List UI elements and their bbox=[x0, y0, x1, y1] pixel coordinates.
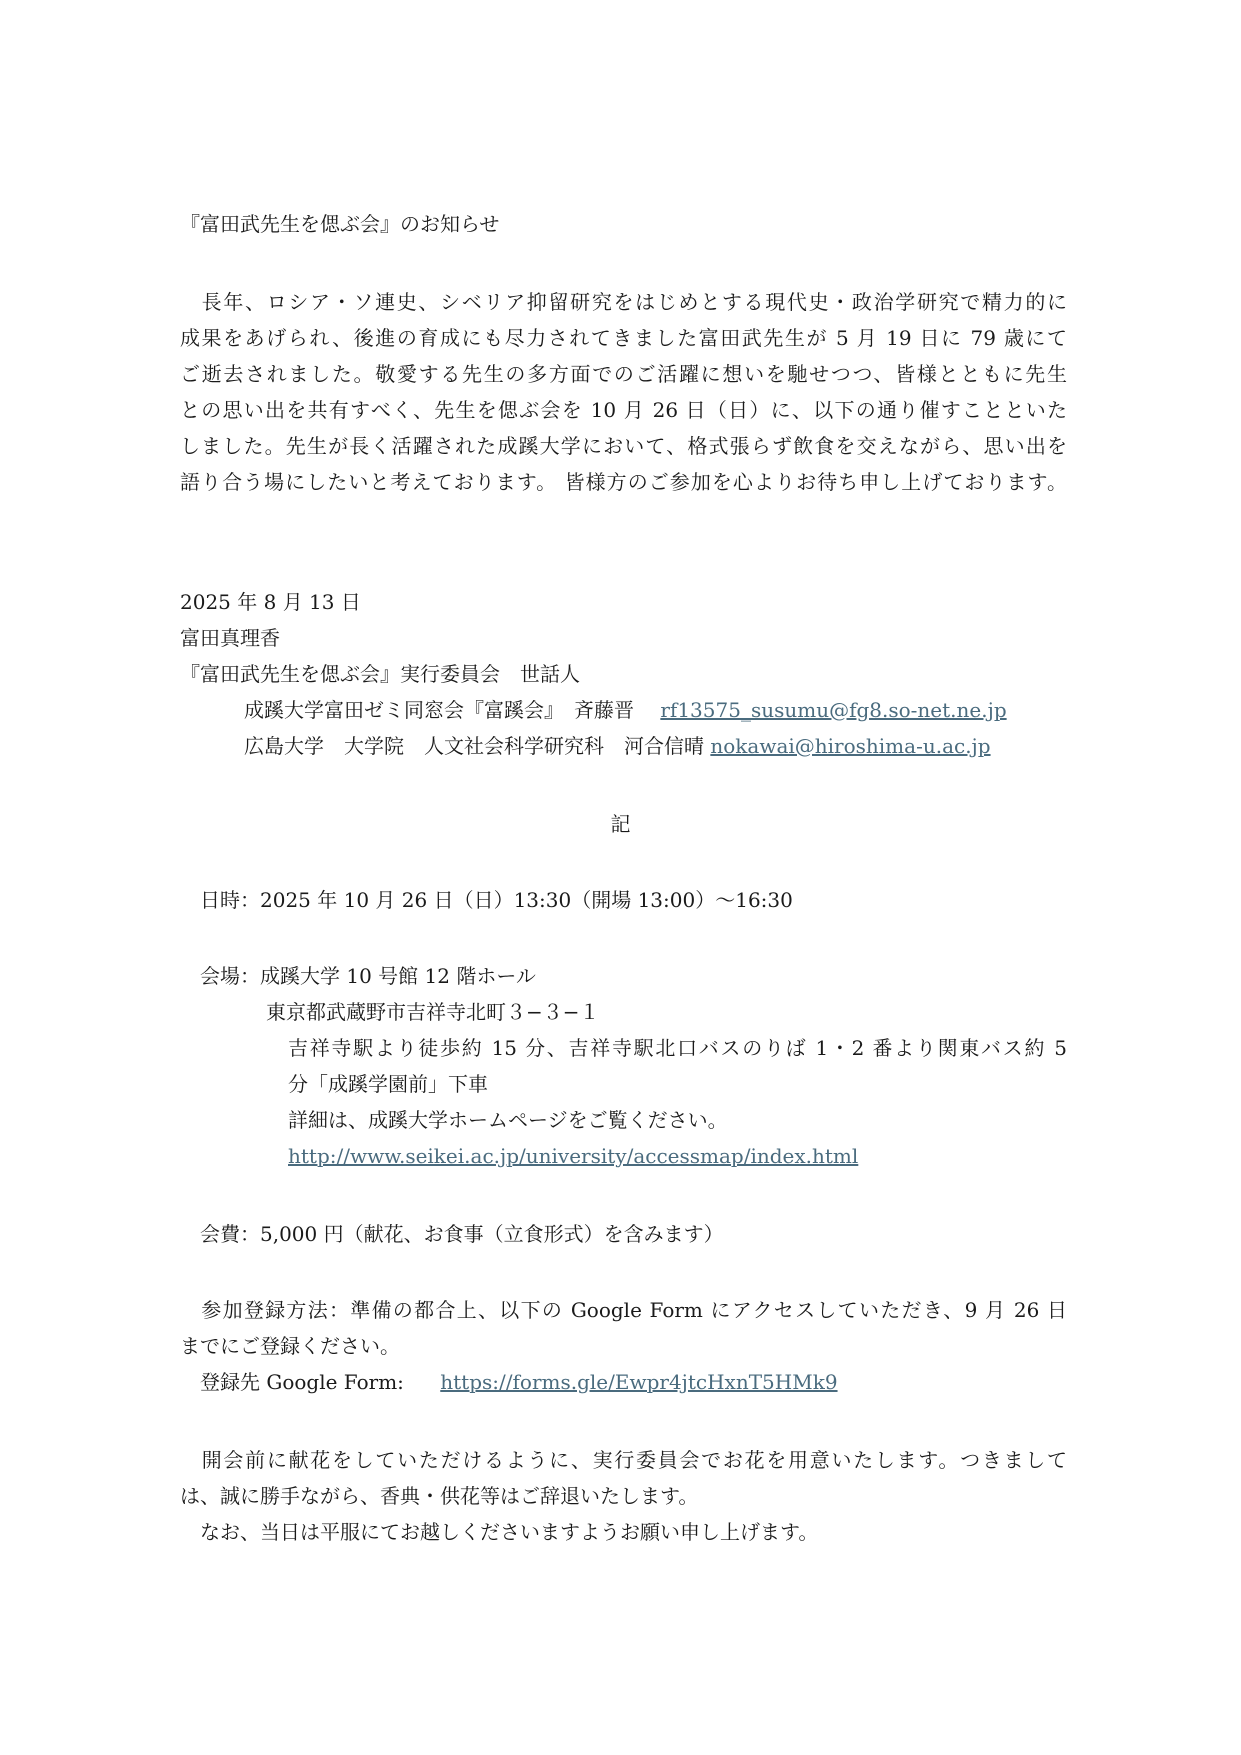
contact-label: 成蹊大学富田ゼミ同窓会『富蹊会』 斉藤晋 bbox=[244, 698, 634, 722]
access-map-link[interactable]: http://www.seikei.ac.jp/university/accessmap/index.html bbox=[288, 1144, 859, 1168]
contact-item bbox=[244, 732, 991, 760]
form-item bbox=[200, 1368, 838, 1396]
venue-access: 吉祥寺駅より徒歩約 15 分、吉祥寺駅北口バスのりば 1・2 番より関東バス約 5 bbox=[288, 1036, 1067, 1060]
closing-text: は、誠に勝手ながら、香典・供花等はご辞退いたします。 bbox=[180, 1484, 699, 1508]
intro-line: 長年、ロシア・ソ連史、シベリア抑留研究をはじめとする現代史・政治学研究で精力的に bbox=[180, 290, 1067, 314]
venue-detail: 詳細は、成蹊大学ホームページをご覧ください。 bbox=[288, 1108, 728, 1132]
event-datetime: 日時：2025 年 10 月 26 日（日）13:30（開場 13:00）〜16:30 bbox=[200, 888, 793, 912]
contact-email-link[interactable]: rf13575_susumu@fg8.so-net.ne.jp bbox=[660, 698, 1007, 722]
committee-title: 『富田武先生を偲ぶ会』実行委員会 世話人 bbox=[180, 662, 580, 686]
form-label: 登録先 Google Form: bbox=[200, 1370, 404, 1394]
intro-line: との思い出を共有すべく、先生を偲ぶ会を 10 月 26 日（日）に、以下の通り催すことといた bbox=[180, 398, 1067, 422]
google-form-link[interactable]: https://forms.gle/Ewpr4jtcHxnT5HMk9 bbox=[440, 1370, 838, 1394]
registration-text: 参加登録方法：準備の都合上、以下の Google Form にアクセスしていただき、9 月 26 日 bbox=[180, 1298, 1067, 1322]
venue-address: 東京都武蔵野市吉祥寺北町３−３−１ bbox=[266, 1000, 600, 1024]
intro-line: しました。先生が長く活躍された成蹊大学において、格式張らず飲食を交えながら、思い出を bbox=[180, 434, 1067, 458]
sender-name: 富田真理香 bbox=[180, 626, 280, 650]
notice-title: 『富田武先生を偲ぶ会』のお知らせ bbox=[180, 212, 500, 236]
venue-name: 会場：成蹊大学 10 号館 12 階ホール bbox=[200, 964, 536, 988]
intro-line: 成果をあげられ、後進の育成にも尽力されてきました富田武先生が 5 月 19 日に 79 歳にて bbox=[180, 326, 1067, 350]
issue-date: 2025 年 8 月 13 日 bbox=[180, 590, 361, 614]
closing-text: なお、当日は平服にてお越しくださいますようお願い申し上げます。 bbox=[180, 1520, 819, 1544]
closing-text: 開会前に献花をしていただけるように、実行委員会でお花を用意いたします。つきまして bbox=[180, 1448, 1067, 1472]
ki-heading: 記 bbox=[610, 812, 631, 836]
intro-line: ご逝去されました。敬愛する先生の多方面でのご活躍に想いを馳せつつ、皆様とともに先生 bbox=[180, 362, 1067, 386]
registration-text: までにご登録ください。 bbox=[180, 1334, 400, 1358]
venue-access: 分「成蹊学園前」下車 bbox=[288, 1072, 488, 1096]
contact-label: 広島大学 大学院 人文社会科学研究科 河合信晴 bbox=[244, 734, 704, 758]
intro-line: 語り合う場にしたいと考えております。 皆様方のご参加を心よりお待ち申し上げております。 bbox=[180, 470, 1067, 494]
contact-email-link[interactable]: nokawai@hiroshima-u.ac.jp bbox=[710, 734, 991, 758]
contact-item bbox=[244, 696, 1007, 724]
fee-info: 会費：5,000 円（献花、お食事（立食形式）を含みます） bbox=[200, 1222, 724, 1246]
